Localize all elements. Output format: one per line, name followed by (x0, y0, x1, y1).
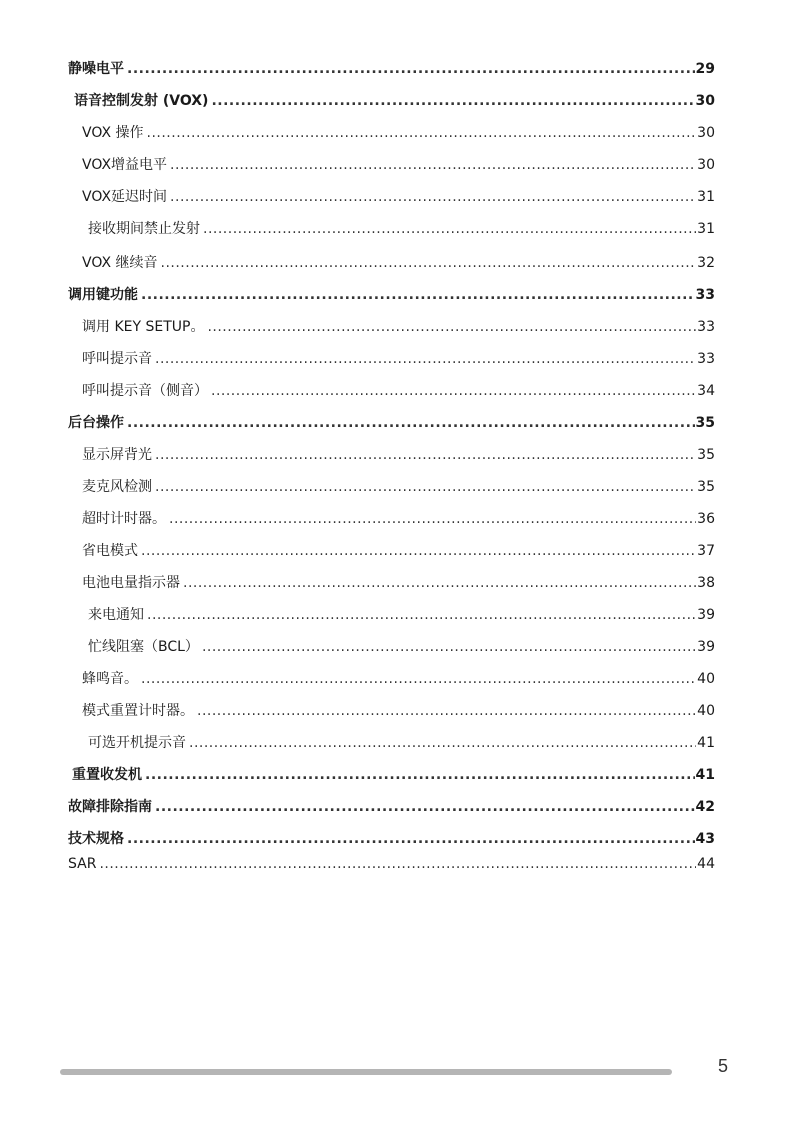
toc-dot-leader (141, 286, 695, 304)
toc-dot-leader (202, 638, 696, 656)
toc-entry-title: 显示屏背光 (82, 447, 152, 463)
toc-entry-page: 30 (697, 157, 715, 173)
toc-entry-title: 蜂鸣音。 (82, 671, 138, 687)
toc-entry-page: 40 (697, 671, 715, 687)
toc-dot-leader (155, 446, 696, 464)
toc-entry-title: VOX延迟时间 (82, 189, 168, 205)
toc-entry-title: 重置收发机 (72, 767, 142, 783)
toc-entry-page: 35 (695, 415, 715, 431)
toc-entry-title: 电池电量指示器 (82, 575, 180, 591)
toc-entry-page: 31 (697, 221, 715, 237)
page-number: 5 (718, 1056, 729, 1076)
toc-entry-title: 超时计时器。 (82, 511, 166, 527)
toc-dot-leader (203, 220, 696, 238)
toc-entry-title: 麦克风检测 (82, 479, 152, 495)
toc-entry-title: SAR (68, 856, 97, 872)
toc-entry-page: 37 (697, 543, 715, 559)
toc-entry-title: 呼叫提示音 (82, 351, 152, 367)
toc-entry-title: 模式重置计时器。 (82, 703, 194, 719)
toc-entry-title: 可选开机提示音 (88, 735, 186, 751)
toc-entry-title: 来电通知 (88, 607, 144, 623)
toc-entry-page: 35 (697, 479, 715, 495)
toc-dot-leader (183, 574, 696, 592)
toc-entry-title: 呼叫提示音（侧音） (82, 383, 208, 399)
toc-dot-leader (99, 855, 696, 873)
toc-entry[interactable] (82, 188, 715, 206)
toc-entry-page: 30 (697, 125, 715, 141)
toc-entry-page: 39 (697, 639, 715, 655)
toc-entry-page: 42 (695, 799, 715, 815)
toc-entry[interactable] (88, 220, 715, 238)
toc-entry[interactable] (68, 798, 715, 816)
toc-entry[interactable] (88, 638, 715, 656)
toc-entry-title: 接收期间禁止发射 (88, 221, 200, 237)
toc-entry[interactable] (82, 382, 715, 400)
toc-entry-title: VOX 继续音 (82, 255, 158, 271)
toc-entry-page: 41 (695, 767, 715, 783)
toc-dot-leader (170, 156, 696, 174)
toc-entry[interactable] (82, 156, 715, 174)
toc-entry[interactable] (88, 606, 715, 624)
toc-entry[interactable] (68, 414, 715, 432)
toc-entry[interactable] (68, 286, 715, 304)
toc-dot-leader (211, 92, 694, 110)
toc-entry-title: 忙线阻塞（BCL） (88, 639, 199, 655)
toc-entry-title: 静噪电平 (68, 61, 124, 77)
toc-entry[interactable] (88, 734, 715, 752)
toc-entry-page: 40 (697, 703, 715, 719)
toc-entry-page: 29 (695, 61, 715, 77)
toc-dot-leader (170, 188, 696, 206)
toc-entry-page: 31 (697, 189, 715, 205)
toc-entry-page: 30 (695, 93, 715, 109)
toc-entry-page: 44 (697, 856, 715, 872)
toc-dot-leader (155, 798, 695, 816)
toc-dot-leader (207, 318, 696, 336)
toc-dot-leader (155, 478, 696, 496)
toc-dot-leader (161, 254, 697, 272)
toc-entry-title: VOX 操作 (82, 125, 144, 141)
toc-entry[interactable] (82, 670, 715, 688)
toc-dot-leader (155, 350, 696, 368)
toc-dot-leader (211, 382, 696, 400)
toc-entry-page: 39 (697, 607, 715, 623)
toc-entry[interactable] (82, 254, 715, 272)
toc-dot-leader (189, 734, 696, 752)
toc-entry[interactable] (82, 446, 715, 464)
toc-entry-page: 33 (697, 351, 715, 367)
toc-entry-page: 43 (695, 831, 715, 847)
toc-entry-title: 语音控制发射 (VOX) (74, 93, 209, 109)
toc-entry[interactable] (82, 350, 715, 368)
toc-dot-leader (141, 542, 696, 560)
toc-dot-leader (145, 766, 695, 784)
toc-entry-title: VOX增益电平 (82, 157, 168, 173)
toc-dot-leader (127, 830, 695, 848)
toc-entry[interactable] (82, 702, 715, 720)
toc-entry[interactable] (82, 478, 715, 496)
toc-entry-page: 34 (697, 383, 715, 399)
toc-dot-leader (147, 606, 696, 624)
toc-entry[interactable] (68, 60, 715, 78)
toc-entry-title: 故障排除指南 (68, 799, 152, 815)
toc-dot-leader (141, 670, 696, 688)
toc-dot-leader (127, 60, 695, 78)
toc-entry-title: 省电模式 (82, 543, 138, 559)
toc-entry-page: 36 (697, 511, 715, 527)
toc-entry-title: 技术规格 (68, 831, 124, 847)
toc-entry-title: 调用键功能 (68, 287, 138, 303)
toc-entry-title: 后台操作 (68, 415, 124, 431)
toc-entry[interactable] (82, 124, 715, 142)
toc-entry[interactable] (82, 510, 715, 528)
toc-entry-page: 33 (695, 287, 715, 303)
toc-entry[interactable] (82, 318, 715, 336)
toc-dot-leader (127, 414, 695, 432)
footer-bar (60, 1069, 672, 1075)
toc-entry-page: 38 (697, 575, 715, 591)
toc-entry[interactable] (68, 830, 715, 848)
toc-dot-leader (197, 702, 696, 720)
toc-entry-page: 33 (697, 319, 715, 335)
toc-entry-title: 调用 KEY SETUP。 (82, 319, 205, 335)
toc-entry[interactable] (72, 766, 715, 784)
toc-entry[interactable] (74, 92, 715, 110)
toc-entry[interactable] (68, 855, 715, 873)
toc-dot-leader (147, 124, 697, 142)
toc-dot-leader (169, 510, 696, 528)
toc-entry-page: 32 (697, 255, 715, 271)
toc-entry[interactable] (82, 574, 715, 592)
toc-entry-page: 41 (697, 735, 715, 751)
toc-entry[interactable] (82, 542, 715, 560)
toc-entry-page: 35 (697, 447, 715, 463)
